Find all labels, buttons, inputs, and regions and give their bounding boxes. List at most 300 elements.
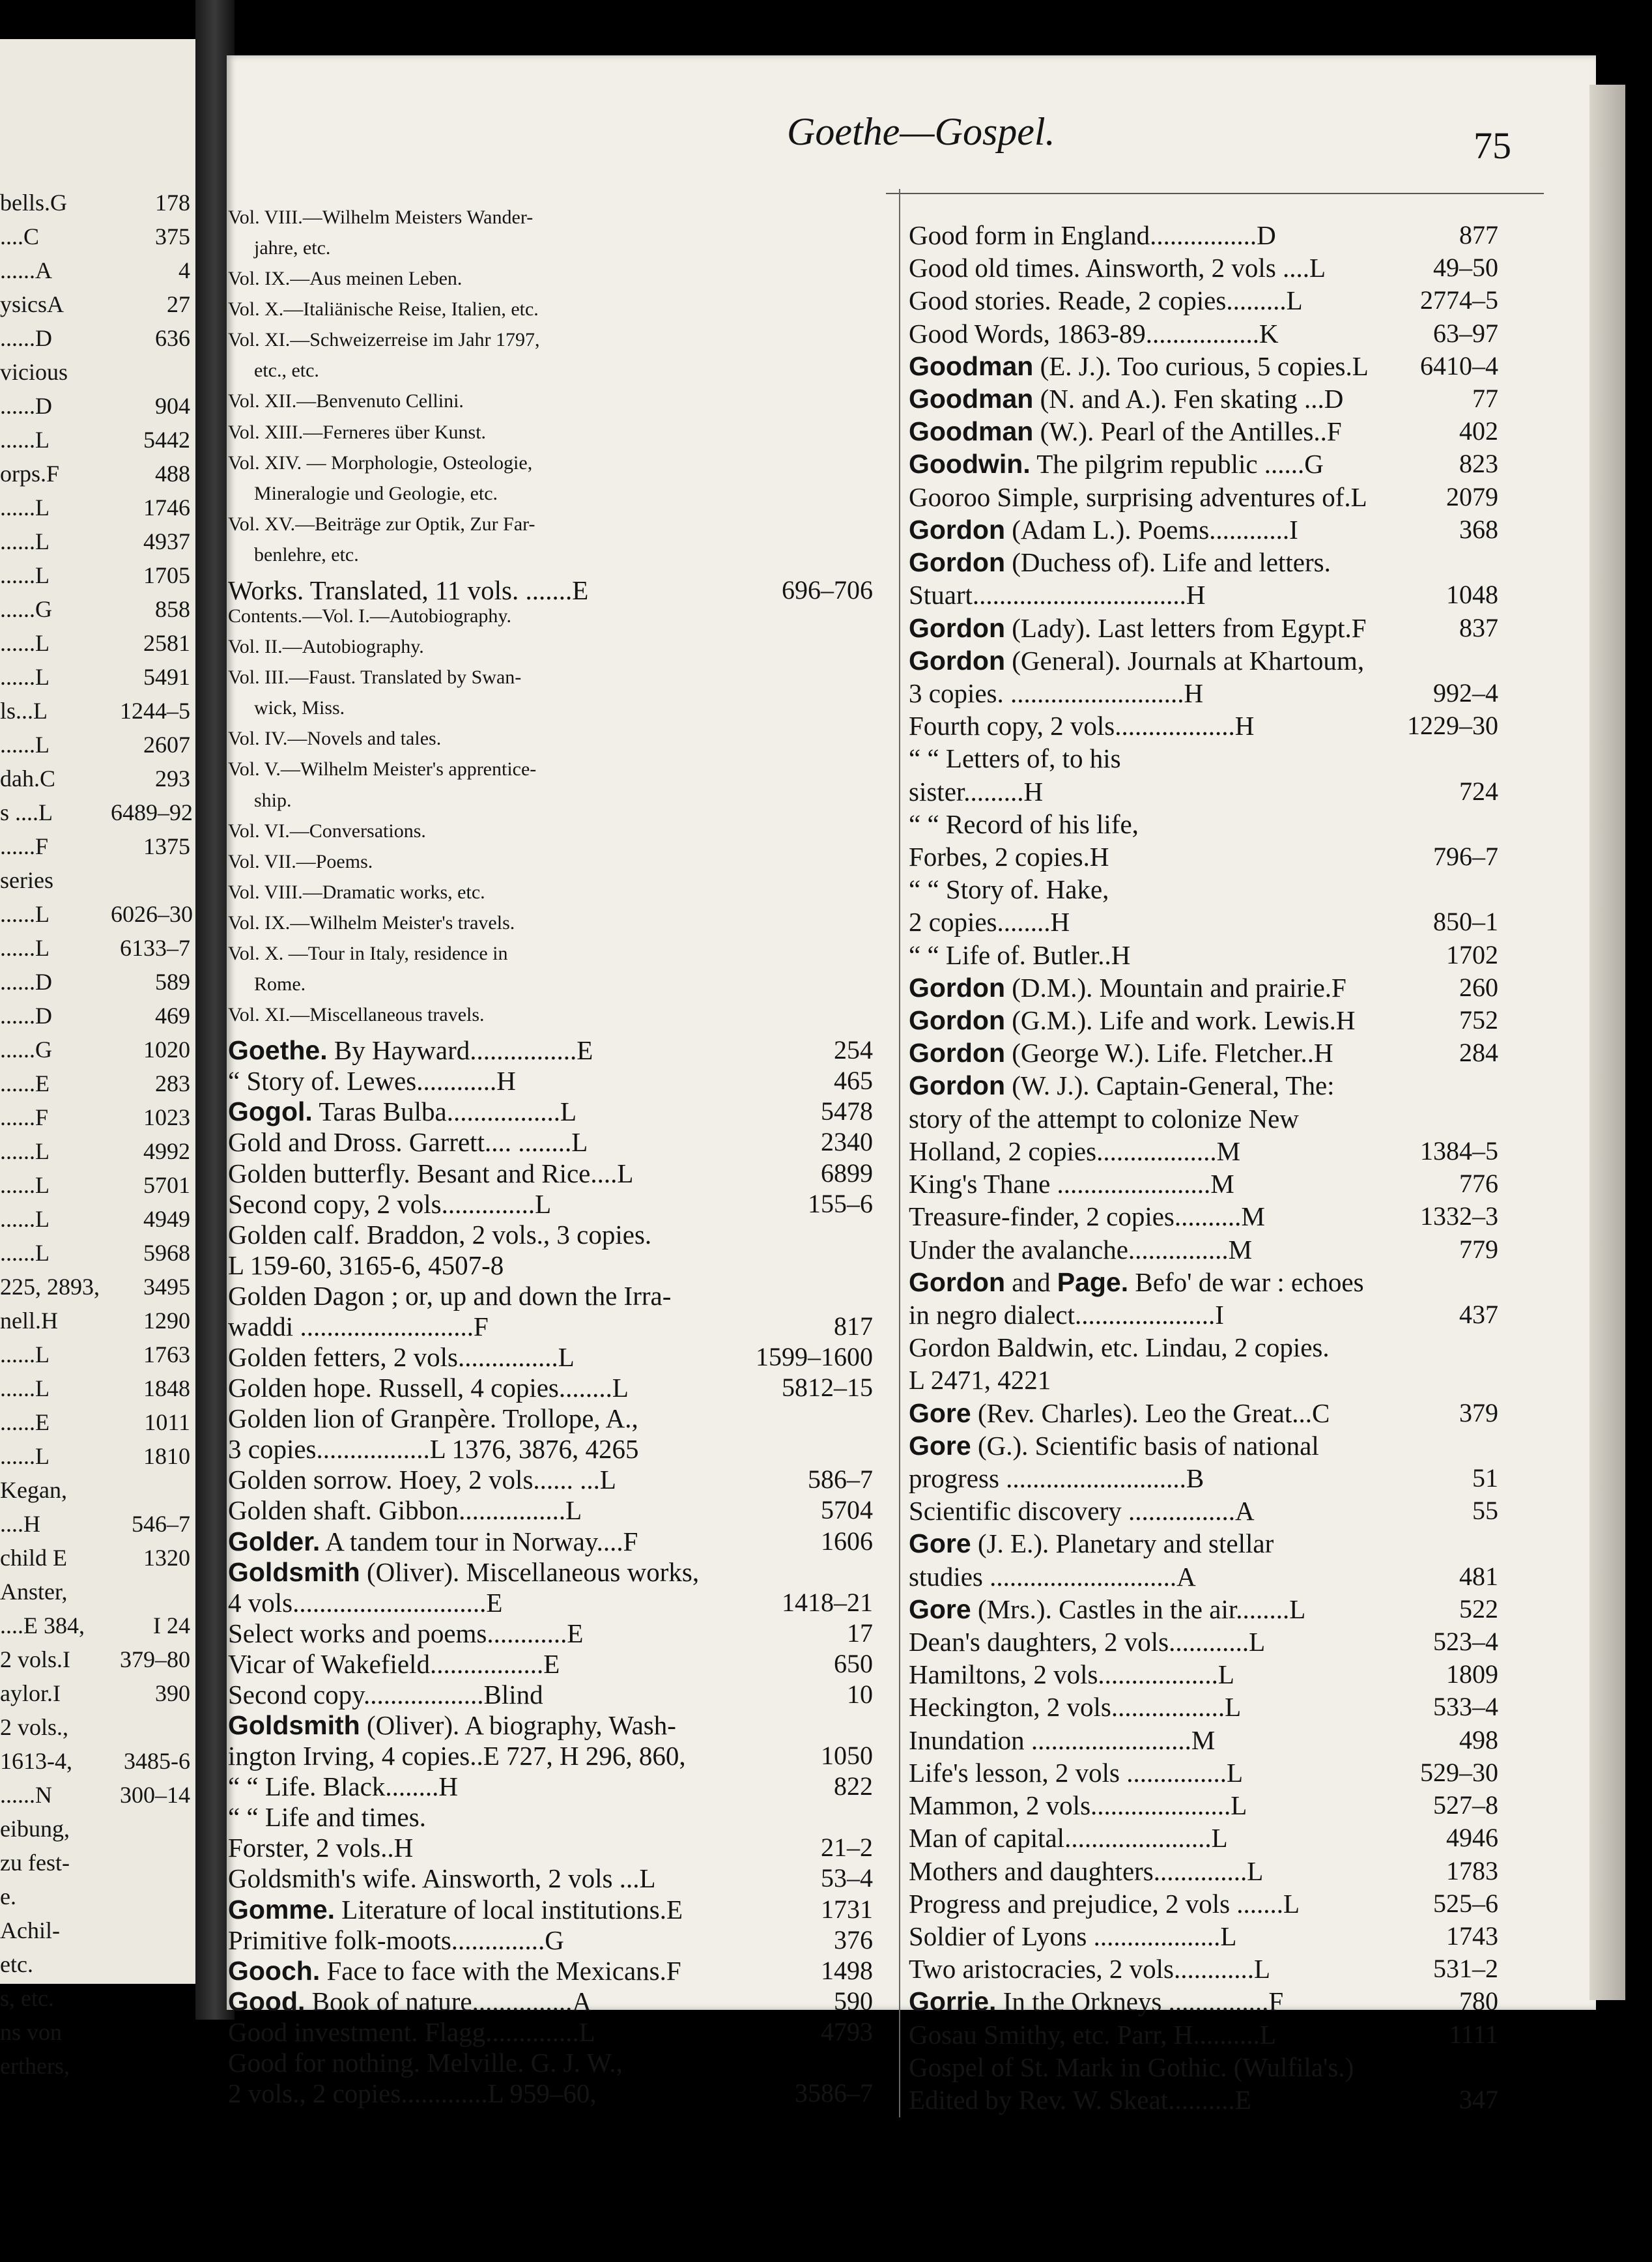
index-entry xyxy=(909,220,1276,250)
entry-text: In the Orkneys ...............F xyxy=(996,1986,1284,2017)
entry-heading: Gore xyxy=(909,1397,971,1428)
index-entry xyxy=(909,1005,1355,1035)
entry-number: 5812–15 xyxy=(782,1373,873,1403)
entry-text: benlehre, etc. xyxy=(254,543,359,566)
entry-text: (Mrs.). Castles in the air........L xyxy=(971,1594,1306,1624)
index-entry xyxy=(228,1465,616,1495)
entry-heading: Goodman xyxy=(909,416,1034,447)
entry-text: Goldsmith's wife. Ainsworth, 2 vols ...L xyxy=(228,1863,656,1894)
index-entry xyxy=(228,1403,638,1433)
entry-text: (George W.). Life. Fletcher..H xyxy=(1005,1038,1333,1068)
left-entry-number: 6133–7 xyxy=(120,935,190,961)
left-entry-number: 1375 xyxy=(143,833,190,859)
left-entry-text: ......A xyxy=(0,257,52,283)
index-entry xyxy=(254,698,345,719)
left-entry-text: ......D xyxy=(0,325,52,351)
left-entry-text: ......L xyxy=(0,901,50,927)
entry-heading: Gordon xyxy=(909,514,1006,545)
index-entry xyxy=(909,1856,1263,1886)
entry-number: 63–97 xyxy=(1433,318,1498,348)
entry-text: Edited by Rev. W. Skeat..........E xyxy=(909,2085,1251,2115)
index-entry xyxy=(909,1692,1241,1722)
entry-text: Primitive folk-moots..............G xyxy=(228,1925,564,1955)
index-entry xyxy=(909,1823,1228,1853)
entry-number: 527–8 xyxy=(1433,1790,1498,1820)
entry-text: Good form in England................D xyxy=(909,220,1276,250)
left-entry-text: orps.F xyxy=(0,461,60,487)
left-entry-text: Kegan, xyxy=(0,1477,67,1503)
index-entry xyxy=(228,1189,551,1219)
entry-number: 992–4 xyxy=(1433,678,1498,708)
entry-heading: Goodwin. xyxy=(909,449,1031,480)
entry-text: Gosau Smithy, etc. Parr, H..........L xyxy=(909,2019,1276,2050)
index-entry xyxy=(228,1956,681,1986)
left-entry-text: Anster, xyxy=(0,1579,68,1605)
index-entry xyxy=(228,1741,686,1771)
entry-heading: Gordon xyxy=(909,1038,1006,1068)
entry-text: A tandem tour in Norway....F xyxy=(320,1526,638,1556)
left-entry-number: 5491 xyxy=(143,664,190,690)
left-entry-number: 904 xyxy=(155,393,190,419)
entry-text: Two aristocracies, 2 vols............L xyxy=(909,1954,1271,1984)
entry-text: Good Words, 1863-89.................K xyxy=(909,318,1279,349)
index-entry xyxy=(228,1710,676,1740)
entry-heading: Gordon xyxy=(909,1267,1006,1297)
entry-text: Vol. VI.—Conversations. xyxy=(228,820,426,842)
index-entry xyxy=(228,1495,582,1525)
index-entry xyxy=(228,821,426,842)
index-entry xyxy=(909,1725,1215,1755)
left-entry-number: 1244–5 xyxy=(120,698,190,724)
page-edge xyxy=(1589,85,1625,2000)
entry-text: “ “ Life and times. xyxy=(228,1802,426,1833)
index-entry xyxy=(228,2048,623,2078)
left-entry-number: 6489–92 xyxy=(111,799,193,825)
left-entry-number: 488 xyxy=(155,461,190,487)
left-entry-text: series xyxy=(0,867,53,893)
entry-number: 5704 xyxy=(821,1495,873,1525)
index-entry xyxy=(909,2020,1276,2050)
entry-number: 368 xyxy=(1459,514,1498,544)
entry-text: Gospel of St. Mark in Gothic. (Wulfila's.) xyxy=(909,2052,1354,2082)
entry-number: 1050 xyxy=(821,1741,873,1771)
left-entry-text: ......F xyxy=(0,833,49,859)
entry-text: Golden lion of Granpère. Trollope, A., xyxy=(228,1403,638,1434)
left-entry-text: ....E 384, xyxy=(0,1612,85,1639)
entry-text: Vol. IX.—Wilhelm Meister's travels. xyxy=(228,911,515,934)
left-entry-text: ......D xyxy=(0,1003,52,1029)
page-number: 75 xyxy=(1474,124,1511,167)
index-entry xyxy=(909,351,1369,381)
entry-text: Vol. V.—Wilhelm Meister's apprentice- xyxy=(228,758,537,780)
index-entry xyxy=(254,238,330,259)
entry-number: 779 xyxy=(1459,1234,1498,1264)
index-entry xyxy=(909,646,1364,676)
index-entry xyxy=(228,1680,543,1710)
entry-text: (G.M.). Life and work. Lewis.H xyxy=(1005,1005,1356,1036)
entry-text: Vol. XI.—Schweizerreise im Jahr 1797, xyxy=(228,329,540,351)
entry-text: 3 copies. ..........................H xyxy=(909,678,1204,708)
left-entry-text: ......D xyxy=(0,393,52,419)
left-entry-text: ysicsA xyxy=(0,291,64,317)
index-entry xyxy=(228,1986,591,2016)
index-entry xyxy=(228,1035,593,1065)
entry-number: 1048 xyxy=(1446,580,1498,610)
index-entry xyxy=(228,759,536,780)
index-entry xyxy=(909,1594,1305,1624)
entry-text: (W. J.). Captain-General, The: xyxy=(1005,1070,1335,1101)
index-entry xyxy=(909,678,1203,708)
left-entry-text: 2 vols.I xyxy=(0,1646,70,1672)
entry-text: Gold and Dross. Garrett.... ........L xyxy=(228,1127,588,1158)
entry-number: 481 xyxy=(1459,1561,1498,1591)
entry-text: Befo' de war : echoes xyxy=(1128,1267,1364,1297)
left-entry-number: 300–14 xyxy=(120,1782,190,1808)
entry-text: Under the avalanche...............M xyxy=(909,1234,1253,1265)
left-entry-text: ......L xyxy=(0,1375,50,1401)
entry-number: 3586–7 xyxy=(795,2078,873,2108)
index-entry xyxy=(909,777,1043,807)
left-entry-number: 27 xyxy=(167,291,190,317)
left-entry-text: ls...L xyxy=(0,698,48,724)
index-entry xyxy=(909,2052,1354,2082)
entry-text: “ “ Life. Black........H xyxy=(228,1771,458,1802)
index-entry xyxy=(909,1790,1247,1820)
index-entry xyxy=(228,422,486,443)
entry-text: Vol. VII.—Poems. xyxy=(228,850,373,872)
index-entry xyxy=(909,1463,1204,1493)
entry-text: “ “ Letters of, to his xyxy=(909,743,1121,774)
entry-number: 1606 xyxy=(821,1526,873,1556)
entry-number: 347 xyxy=(1459,2085,1498,2114)
left-entry-text: ......L xyxy=(0,630,50,656)
entry-text: story of the attempt to colonize New xyxy=(909,1103,1299,1134)
index-entry xyxy=(909,416,1342,446)
index-entry xyxy=(909,1921,1236,1951)
entry-number: 590 xyxy=(834,1986,873,2016)
entry-text: Good investment. Flagg..............L xyxy=(228,2016,595,2047)
left-entry-number: 1020 xyxy=(143,1037,190,1063)
left-entry-text: ......L xyxy=(0,935,50,961)
index-entry xyxy=(909,1431,1319,1461)
entry-text: (Adam L.). Poems............I xyxy=(1005,514,1298,545)
entry-text: Good old times. Ainsworth, 2 vols ....L xyxy=(909,253,1326,283)
index-entry xyxy=(228,728,441,749)
left-entry-text: ns von xyxy=(0,2019,63,2045)
index-entry xyxy=(228,1895,683,1925)
left-entry-text: ......L xyxy=(0,494,50,521)
entry-text: (Rev. Charles). Leo the Great...C xyxy=(971,1397,1330,1428)
left-entry-number: 1290 xyxy=(143,1308,190,1334)
index-entry xyxy=(228,1526,638,1556)
entry-number: 1384–5 xyxy=(1420,1136,1498,1166)
entry-text: (J. E.). Planetary and stellar xyxy=(971,1528,1274,1559)
entry-text: Forbes, 2 copies.H xyxy=(909,842,1109,872)
entry-heading: Gore xyxy=(909,1594,971,1624)
left-entry-number: 1848 xyxy=(143,1375,190,1401)
left-entry-number: 2581 xyxy=(143,630,190,656)
entry-text: 2 vols., 2 copies.............L 959–60, xyxy=(228,2078,597,2108)
index-entry xyxy=(909,1300,1224,1330)
entry-heading: Gorrie. xyxy=(909,1986,997,2017)
left-entry-number: 390 xyxy=(155,1680,190,1706)
entry-text: “ “ Life of. Butler..H xyxy=(909,939,1131,970)
entry-number: 823 xyxy=(1459,449,1498,479)
entry-text: Taras Bulba.................L xyxy=(312,1096,577,1127)
left-entry-text: ......L xyxy=(0,1443,50,1469)
entry-number: 55 xyxy=(1472,1496,1498,1526)
left-entry-text: ......G xyxy=(0,1037,52,1063)
index-entry xyxy=(909,253,1326,283)
entry-heading: Goldsmith xyxy=(228,1556,360,1587)
left-entry-text: ......L xyxy=(0,1172,50,1198)
index-entry xyxy=(909,1562,1196,1592)
index-entry xyxy=(228,943,507,964)
entry-text: Golden fetters, 2 vols...............L xyxy=(228,1342,575,1373)
left-entry-number: 1705 xyxy=(143,562,190,588)
index-entry xyxy=(909,580,1206,610)
left-entry-number: 379–80 xyxy=(120,1646,190,1672)
entry-text: Inundation ........................M xyxy=(909,1725,1216,1755)
column-divider xyxy=(899,189,900,2117)
index-entry xyxy=(909,1136,1240,1166)
index-entry xyxy=(909,842,1109,872)
index-entry xyxy=(254,360,319,381)
left-entry-number: 1810 xyxy=(143,1443,190,1469)
entry-text: (G.). Scientific basis of national xyxy=(971,1430,1319,1461)
entry-text: Holland, 2 copies..................M xyxy=(909,1136,1241,1166)
entry-heading: Gomme. xyxy=(228,1894,335,1925)
entry-text: Golden Dagon ; or, up and down the Irra- xyxy=(228,1280,672,1311)
index-entry xyxy=(228,1005,485,1025)
entry-text: Hamiltons, 2 vols..................L xyxy=(909,1659,1234,1690)
entry-number: 1332–3 xyxy=(1420,1201,1498,1231)
entry-text: ington Irving, 4 copies..E 727, H 296, 860, xyxy=(228,1741,686,1771)
index-entry xyxy=(909,1104,1299,1134)
index-entry xyxy=(909,907,1070,937)
entry-heading: Goodman xyxy=(909,384,1034,414)
index-entry xyxy=(909,1496,1255,1526)
left-entry-number: 4 xyxy=(178,257,190,283)
entry-text: Vol. IV.—Novels and tales. xyxy=(228,728,442,750)
index-entry xyxy=(228,453,532,474)
entry-text: Gooroo Simple, surprising adventures of.L xyxy=(909,481,1367,512)
entry-text: Progress and prejudice, 2 vols .......L xyxy=(909,1888,1300,1919)
left-entry-text: ......L xyxy=(0,1341,50,1367)
entry-heading: Golder. xyxy=(228,1526,320,1556)
entry-text: Literature of local institutions.E xyxy=(335,1894,683,1925)
index-entry xyxy=(909,743,1121,773)
index-entry xyxy=(254,790,292,811)
left-entry-text: ......L xyxy=(0,1206,50,1232)
entry-number: 6410–4 xyxy=(1420,351,1498,380)
entry-text: Vol. II.—Autobiography. xyxy=(228,636,424,658)
entry-text: Face to face with the Mexicans.F xyxy=(320,1955,681,1986)
entry-text: “ “ Record of his life, xyxy=(909,809,1139,839)
index-entry xyxy=(228,1158,633,1188)
index-entry xyxy=(909,1332,1330,1362)
entry-number: 51 xyxy=(1472,1463,1498,1493)
left-entry-text: ......N xyxy=(0,1782,52,1808)
entry-number: 10 xyxy=(847,1679,873,1709)
index-entry xyxy=(228,268,462,289)
left-entry-text: ......G xyxy=(0,596,52,622)
entry-heading: Gordon xyxy=(909,1005,1006,1036)
entry-text: “ “ Story of. Hake, xyxy=(909,874,1109,905)
entry-heading: Gogol. xyxy=(228,1096,313,1127)
entry-number: 529–30 xyxy=(1420,1757,1498,1787)
left-entry-number: 5442 xyxy=(143,427,190,453)
index-entry xyxy=(228,1373,629,1403)
index-entry xyxy=(909,711,1254,741)
entry-number: 4793 xyxy=(821,2016,873,2046)
entry-number: 850–1 xyxy=(1433,907,1498,937)
entry-heading: Gore xyxy=(909,1430,971,1461)
entry-text: Forster, 2 vols..H xyxy=(228,1833,414,1863)
entry-number: 77 xyxy=(1472,384,1498,414)
entry-text: (E. J.). Too curious, 5 copies.L xyxy=(1033,351,1369,381)
entry-text: Good for nothing. Melville. G. J. W., xyxy=(228,2047,623,2078)
left-entry-text: ......L xyxy=(0,1240,50,1266)
entry-text: (D.M.). Mountain and prairie.F xyxy=(1005,972,1346,1003)
entry-number: 525–6 xyxy=(1433,1888,1498,1918)
entry-number: 776 xyxy=(1459,1169,1498,1199)
entry-text: Life's lesson, 2 vols ...............L xyxy=(909,1757,1244,1788)
left-entry-number: 589 xyxy=(155,969,190,995)
index-entry xyxy=(228,1618,583,1648)
entry-number: 1229–30 xyxy=(1407,711,1498,741)
entry-number: 724 xyxy=(1459,776,1498,806)
entry-number: 1743 xyxy=(1446,1921,1498,1951)
entry-text: wick, Miss. xyxy=(254,697,345,719)
left-entry-text: vicious xyxy=(0,359,68,385)
left-entry-number: 1320 xyxy=(143,1545,190,1571)
entry-number: 2340 xyxy=(821,1127,873,1157)
entry-text: progress ...........................B xyxy=(909,1463,1204,1493)
entry-text: Select works and poems............E xyxy=(228,1618,584,1648)
index-entry xyxy=(254,545,359,566)
index-entry xyxy=(909,940,1130,970)
entry-number: 53–4 xyxy=(821,1863,873,1893)
entry-number: 796–7 xyxy=(1433,842,1498,871)
index-entry xyxy=(909,613,1367,643)
entry-text: Vol. III.—Faust. Translated by Swan- xyxy=(228,666,522,689)
index-entry xyxy=(228,1802,426,1832)
index-entry xyxy=(228,1863,656,1893)
entry-text: Stuart................................H xyxy=(909,580,1206,610)
left-entry-text: 2 vols., xyxy=(0,1714,69,1740)
index-entry xyxy=(228,1096,577,1126)
index-entry xyxy=(909,1365,1051,1395)
index-entry xyxy=(909,1038,1333,1068)
left-entry-number: 5701 xyxy=(143,1172,190,1198)
entry-text: Second copy, 2 vols..............L xyxy=(228,1188,552,1219)
header-rule xyxy=(886,193,1544,194)
entry-text: Soldier of Lyons ...................L xyxy=(909,1921,1237,1951)
entry-heading: Gooch. xyxy=(228,1955,320,1986)
index-entry xyxy=(909,809,1139,839)
entry-number: 260 xyxy=(1459,972,1498,1002)
index-entry xyxy=(228,299,539,320)
entry-text: Vol. XV.—Beiträge zur Optik, Zur Far- xyxy=(228,513,535,535)
left-entry-number: 293 xyxy=(155,766,190,792)
index-entry xyxy=(909,515,1298,545)
left-entry-number: 6026–30 xyxy=(111,901,193,927)
entry-text: Mothers and daughters..............L xyxy=(909,1855,1264,1886)
left-entry-number: 2607 xyxy=(143,732,190,758)
entry-heading: Goodman xyxy=(909,351,1034,381)
entry-number: 1809 xyxy=(1446,1659,1498,1689)
entry-text: (Oliver). Miscellaneous works, xyxy=(360,1556,700,1587)
entry-text: Vol. XII.—Benvenuto Cellini. xyxy=(228,390,464,412)
left-entry-text: erthers, xyxy=(0,2053,70,2079)
index-entry xyxy=(909,384,1343,414)
entry-text: Vol. XIII.—Ferneres über Kunst. xyxy=(228,421,487,443)
entry-number: 155–6 xyxy=(808,1188,873,1218)
entry-number: 837 xyxy=(1459,612,1498,642)
entry-text: Vol. VIII.—Wilhelm Meisters Wander- xyxy=(228,207,534,228)
entry-heading: Gordon xyxy=(909,645,1006,676)
entry-number: 5478 xyxy=(821,1096,873,1126)
index-entry xyxy=(228,1281,671,1311)
entry-text: in negro dialect.....................I xyxy=(909,1299,1224,1330)
index-entry xyxy=(228,1250,504,1280)
entry-number: 4946 xyxy=(1446,1823,1498,1853)
left-entry-text: ......L xyxy=(0,1138,50,1164)
entry-heading: Goethe. xyxy=(228,1035,328,1066)
index-entry xyxy=(909,1659,1234,1689)
entry-number: 17 xyxy=(847,1618,873,1648)
index-entry xyxy=(909,482,1367,512)
entry-text: Golden butterfly. Besant and Rice....L xyxy=(228,1158,634,1188)
left-entry-number: 3485-6 xyxy=(124,1748,190,1774)
left-entry-text: ....H xyxy=(0,1511,40,1537)
entry-number: 379 xyxy=(1459,1397,1498,1427)
entry-number: 1498 xyxy=(821,1955,873,1985)
index-entry xyxy=(228,207,533,228)
index-entry xyxy=(909,1398,1330,1428)
entry-text: ship. xyxy=(254,789,292,811)
left-entry-text: dah.C xyxy=(0,766,55,792)
entry-text: 2 copies........H xyxy=(909,907,1070,938)
entry-text: Vol. XI.—Miscellaneous travels. xyxy=(228,1004,485,1026)
entry-text: The pilgrim republic ......G xyxy=(1030,449,1324,480)
left-entry-number: I 24 xyxy=(153,1612,190,1639)
entry-number: 2079 xyxy=(1446,481,1498,511)
entry-number: 284 xyxy=(1459,1038,1498,1068)
entry-text: and xyxy=(1005,1267,1057,1297)
entry-text: Mineralogie und Geologie, etc. xyxy=(254,482,498,504)
index-entry xyxy=(909,1954,1270,1984)
entry-number: 498 xyxy=(1459,1725,1498,1754)
left-entry-number: 1011 xyxy=(144,1409,190,1435)
left-entry-text: 1613-4, xyxy=(0,1748,72,1774)
left-entry-text: Achil- xyxy=(0,1917,60,1943)
index-entry xyxy=(228,1925,564,1955)
index-entry xyxy=(228,1342,575,1372)
index-entry xyxy=(228,1771,458,1801)
entry-number: 1599–1600 xyxy=(756,1342,873,1372)
entry-text: Book of nature...............A xyxy=(305,1986,591,2016)
index-entry xyxy=(228,913,515,934)
index-entry xyxy=(909,319,1279,349)
entry-number: 376 xyxy=(834,1925,873,1954)
entry-text: Man of capital......................L xyxy=(909,1823,1228,1854)
left-entry-text: ......L xyxy=(0,664,50,690)
index-entry xyxy=(254,483,498,504)
entry-number: 402 xyxy=(1459,416,1498,446)
index-entry xyxy=(228,1434,639,1464)
